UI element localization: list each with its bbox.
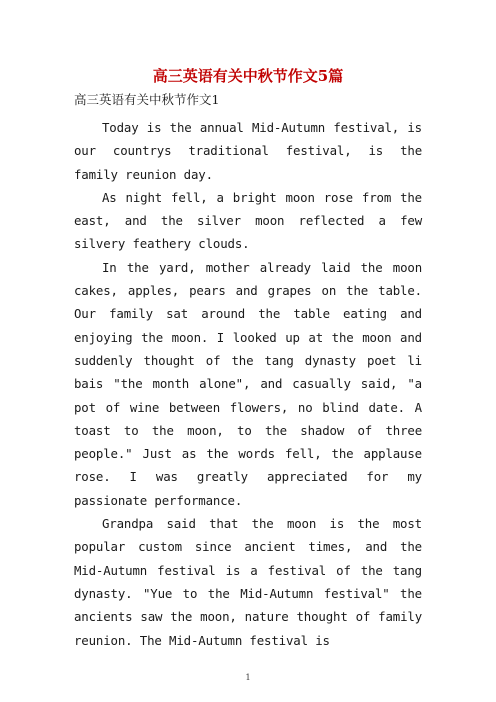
essay-heading: 高三英语有关中秋节作文1 <box>74 92 220 107</box>
document-title: 高三英语有关中秋节作文5篇 <box>152 67 344 85</box>
paragraph-4: Grandpa said that the moon is the most popular custom since ancient times, and the Mid-Autumn festival is a festival of the tang dynasty. "Yue to the Mid-Autumn festival" the ancients saw the moon, nature thought of family reunion. The Mid-Autumn festival is <box>74 516 422 648</box>
page-number: 1 <box>245 673 251 682</box>
paragraph-3: In the yard, mother already laid the moon cakes, apples, pears and grapes on the table. Our family sat around the table eating and enjoying the moon. I looked up at the moon and suddenly thought of the tang dynasty poet li bais "the month alone", and casually said, "a pot of wine between flowers, no blind date. A toast to the moon, to the shadow of three people." Just as the words fell, the applause rose. I was greatly appreciated for my passionate performance. <box>74 259 422 508</box>
paragraph-2: As night fell, a bright moon rose from the east, and the silver moon reflected a few silvery feathery clouds. <box>74 189 422 252</box>
paragraph-1: Today is the annual Mid-Autumn festival, is our countrys traditional festival, is the family reunion day. <box>74 120 422 182</box>
